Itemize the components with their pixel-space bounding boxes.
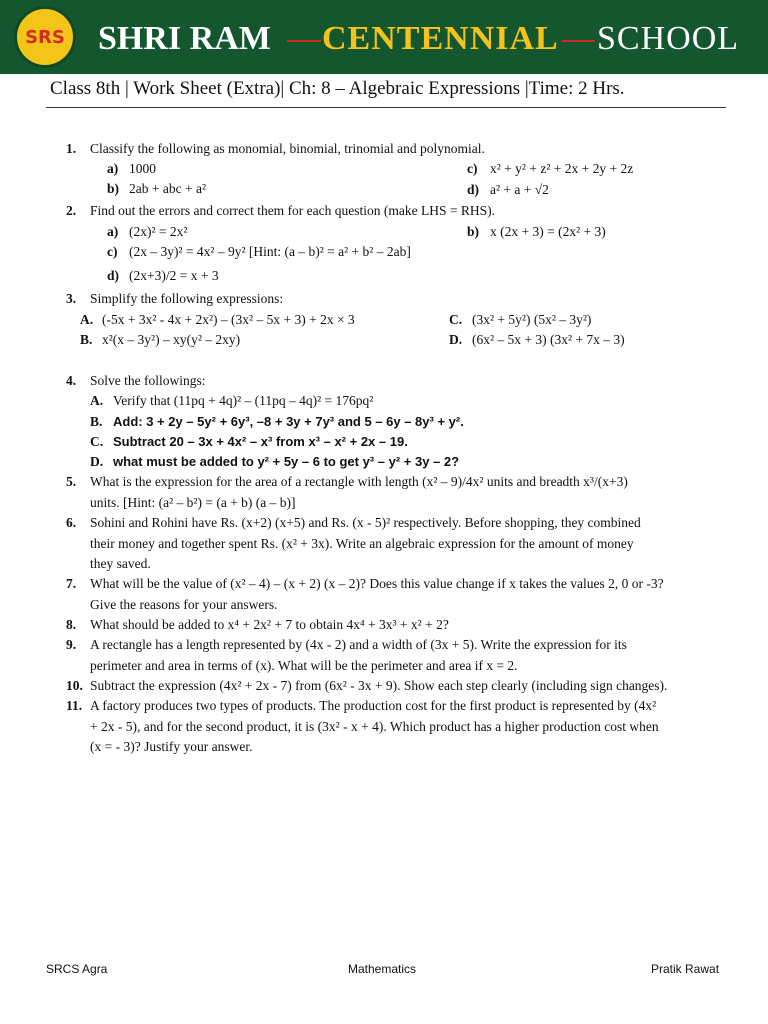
question-text: Sohini and Rohini have Rs. (x+2) (x+5) and Rs. (x - 5)² respectively. Before shopping, they combined xyxy=(90,515,641,530)
option-text: (-5x + 3x² - 4x + 2x²) – (3x² – 5x + 3) + 2x × 3 xyxy=(102,312,355,327)
option-label: D. xyxy=(449,332,463,347)
question-text: Classify the following as monomial, binomial, trinomial and polynomial. xyxy=(90,141,485,156)
question-number: 8. xyxy=(66,617,77,632)
question-number: 3. xyxy=(66,291,77,306)
option-text: (6x² – 5x + 3) (3x² + 7x – 3) xyxy=(472,332,625,347)
question-text: + 2x - 5), and for the second product, it is (3x² - x + 4). Which product has a higher production cost when xyxy=(90,719,659,734)
question-text: A rectangle has a length represented by (4x - 2) and a width of (3x + 5). Write the expression for its xyxy=(90,637,627,652)
footer-author: Pratik Rawat xyxy=(651,962,720,976)
school-banner xyxy=(0,0,768,74)
option-text: what must be added to y² + 5y – 6 to get y³ – y² + 3y – 2? xyxy=(113,454,460,469)
question-number: 11. xyxy=(66,698,83,713)
footer-subject: Mathematics xyxy=(348,962,417,976)
option-label: b) xyxy=(107,181,120,196)
option-label: d) xyxy=(107,268,120,283)
option-label: c) xyxy=(107,244,118,259)
question-number: 6. xyxy=(66,515,77,530)
question-number: 4. xyxy=(66,373,77,388)
option-text: 1000 xyxy=(129,161,156,176)
option-text: (2x – 3y)² = 4x² – 9y² [Hint: (a – b)² = a² + b² – 2ab] xyxy=(129,244,411,259)
question-text: (x = - 3)? Justify your answer. xyxy=(90,739,253,754)
question-number: 5. xyxy=(66,474,77,489)
question-number: 7. xyxy=(66,576,77,591)
option-text: (3x² + 5y²) (5x² – 3y²) xyxy=(472,312,592,327)
option-text: 2ab + abc + a² xyxy=(129,181,206,196)
option-label: b) xyxy=(467,224,480,239)
option-text: x² + y² + z² + 2x + 2y + 2z xyxy=(490,161,634,176)
option-text: Add: 3 + 2y – 5y² + 6y³, –8 + 3y + 7y³ and 5 – 6y – 8y³ + y². xyxy=(113,414,464,429)
option-label: C. xyxy=(90,434,104,449)
option-label: B. xyxy=(90,414,103,429)
question-text: What should be added to x⁴ + 2x² + 7 to obtain 4x⁴ + 3x³ + x² + 2? xyxy=(90,617,449,632)
option-label: A. xyxy=(90,393,104,408)
question-text: Simplify the following expressions: xyxy=(90,291,284,306)
question-number: 2. xyxy=(66,203,77,218)
school-logo xyxy=(14,6,76,68)
question-text: Give the reasons for your answers. xyxy=(90,597,278,612)
option-label: d) xyxy=(467,182,480,197)
footer-school: SRCS Agra xyxy=(46,962,108,976)
worksheet-subheading: Class 8th | Work Sheet (Extra)| Ch: 8 – Algebraic Expressions |Time: 2 Hrs. xyxy=(50,78,625,99)
question-text: Subtract the expression (4x² + 2x - 7) from (6x² - 3x + 9). Show each step clearly (including sign changes). xyxy=(90,678,668,693)
option-text: a² + a + √2 xyxy=(490,182,549,197)
banner-title-school: SCHOOL xyxy=(597,20,740,57)
question-text: What is the expression for the area of a rectangle with length (x² – 9)/4x² units and breadth x³/(x+3) xyxy=(90,474,628,489)
banner-title-centennial: CENTENNIAL xyxy=(322,20,559,57)
question-text: A factory produces two types of products. The production cost for the first product is represented by (4x² xyxy=(90,698,657,713)
question-text: their money and together spent Rs. (x² + 3x). Write an algebraic expression for the amount of money xyxy=(90,536,634,551)
header-rule xyxy=(46,107,726,108)
question-number: 9. xyxy=(66,637,77,652)
option-label: a) xyxy=(107,161,119,176)
option-label: c) xyxy=(467,161,478,176)
option-text: x²(x – 3y²) – xy(y² – 2xy) xyxy=(102,332,241,347)
option-label: C. xyxy=(449,312,463,327)
option-text: Verify that (11pq + 4q)² – (11pq – 4q)² = 176pq² xyxy=(113,393,374,408)
option-label: B. xyxy=(80,332,93,347)
question-text: units. [Hint: (a² – b²) = (a + b) (a – b)] xyxy=(90,495,296,510)
option-text: Subtract 20 – 3x + 4x² – x³ from x³ – x² + 2x – 19. xyxy=(113,434,408,449)
question-text: What will be the value of (x² – 4) – (x + 2) (x – 2)? Does this value change if x takes the values 2, 0 or -3? xyxy=(90,576,664,591)
question-text: perimeter and area in terms of (x). What will be the perimeter and area if x = 2. xyxy=(90,658,518,673)
option-text: x (2x + 3) = (2x² + 3) xyxy=(490,224,606,239)
option-label: a) xyxy=(107,224,119,239)
question-text: Solve the followings: xyxy=(90,373,206,388)
banner-divider-line xyxy=(562,40,595,42)
option-label: D. xyxy=(90,454,104,469)
logo-text: SRS xyxy=(25,27,65,48)
option-label: A. xyxy=(80,312,94,327)
question-text: they saved. xyxy=(90,556,151,571)
banner-divider-line xyxy=(287,40,321,42)
banner-title-shri-ram: SHRI RAM xyxy=(98,20,271,57)
option-text: (2x+3)/2 = x + 3 xyxy=(129,268,219,283)
question-number: 10. xyxy=(66,678,83,693)
question-text: Find out the errors and correct them for each question (make LHS = RHS). xyxy=(90,203,496,218)
question-number: 1. xyxy=(66,141,77,156)
option-text: (2x)² = 2x² xyxy=(129,224,188,239)
